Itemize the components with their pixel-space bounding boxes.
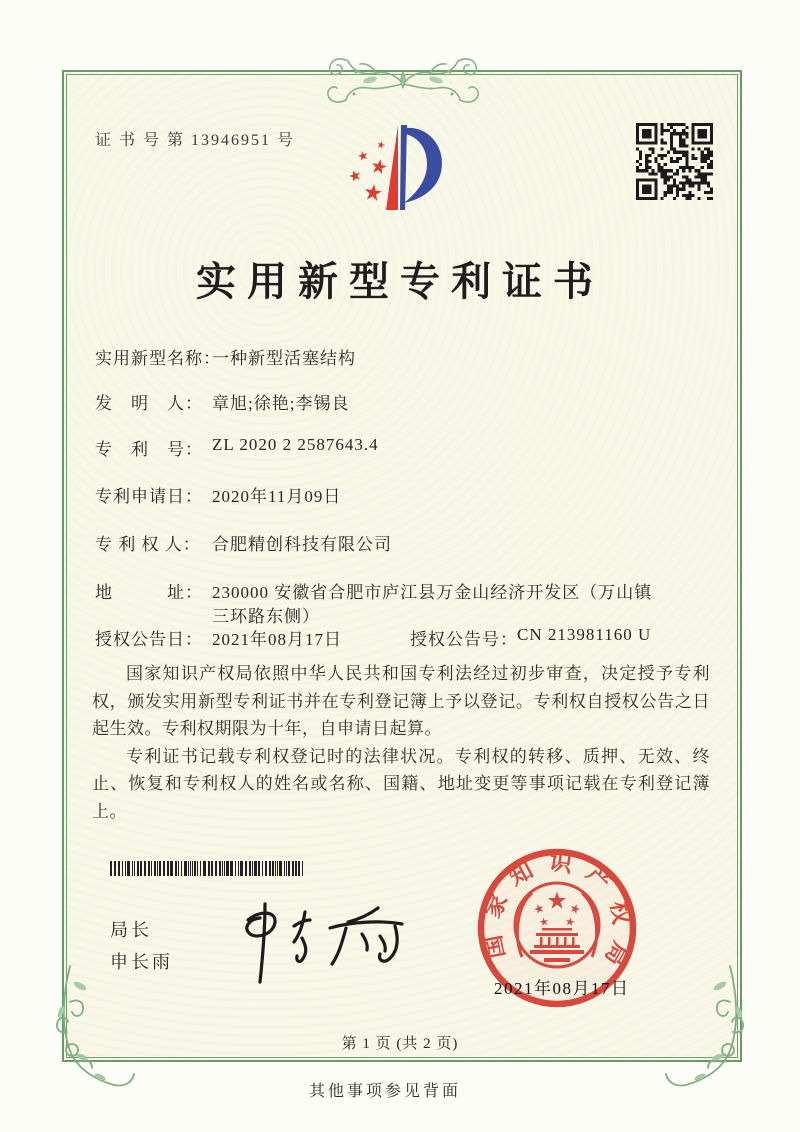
- field-value: CN 213981160 U: [517, 625, 652, 644]
- field-label: 授权公告号：: [410, 630, 518, 649]
- signer-name: 申长雨: [110, 952, 173, 972]
- field-value: 2021年08月17日: [212, 630, 342, 649]
- page-number: 第 1 页 (共 2 页): [341, 1036, 459, 1052]
- field-label: 专 利 号：: [95, 440, 203, 459]
- barcode: [110, 861, 307, 876]
- legal-paragraph-2: 专利证书记载专利权登记时的法律状况。专利权的转移、质押、无效、终止、恢复和专利权人的姓名或名称、国籍、地址变更等事项记载在专利登记簿上。: [92, 746, 710, 821]
- field-label: 授权公告日：: [95, 630, 203, 649]
- back-side-note: 其他事项参见背面: [308, 1083, 461, 1100]
- field-value: 一种新型活塞结构: [212, 349, 356, 368]
- certificate-number: 证 书 号 第 13946951 号: [95, 132, 296, 149]
- qr-code: [636, 123, 713, 200]
- corner-ornament-left-icon: [48, 962, 140, 1094]
- field-value: ZL 2020 2 2587643.4: [212, 435, 379, 454]
- legal-text-block: [92, 660, 710, 825]
- field-value: 2020年11月09日: [212, 487, 342, 506]
- seal-date: 2021年08月17日: [494, 979, 630, 998]
- field-value: 合肥精创科技有限公司: [212, 535, 392, 554]
- signer-title: 局长: [110, 920, 152, 940]
- field-label: 专 利 权 人：: [95, 535, 201, 554]
- certificate-title: 实用新型专利证书: [196, 259, 604, 304]
- corner-ornament-right-icon: [660, 962, 752, 1094]
- cnipa-logo: [345, 118, 445, 213]
- field-value: 章旭;徐艳;李锡良: [212, 394, 350, 413]
- field-value: 三环路东侧）: [212, 607, 320, 626]
- seal-ring-text: 国家知识产权局: [477, 848, 636, 982]
- president-signature: [230, 898, 420, 990]
- field-label: 专利申请日：: [95, 487, 203, 506]
- field-value: 230000 安徽省合肥市庐江县万金山经济开发区（万山镇: [212, 583, 653, 602]
- top-floral-ornament-icon: [308, 50, 498, 110]
- legal-paragraph-1: 国家知识产权局依照中华人民共和国专利法经过初步审查，决定授予专利权，颁发实用新型专利证书并在专利登记簿上予以登记。专利权自授权公告之日起生效。专利权期限为十年，自申请日起算。: [92, 664, 710, 738]
- field-label: 实用新型名称：: [95, 349, 221, 368]
- field-label: 地 址：: [95, 583, 203, 602]
- field-label: 发 明 人：: [95, 394, 203, 413]
